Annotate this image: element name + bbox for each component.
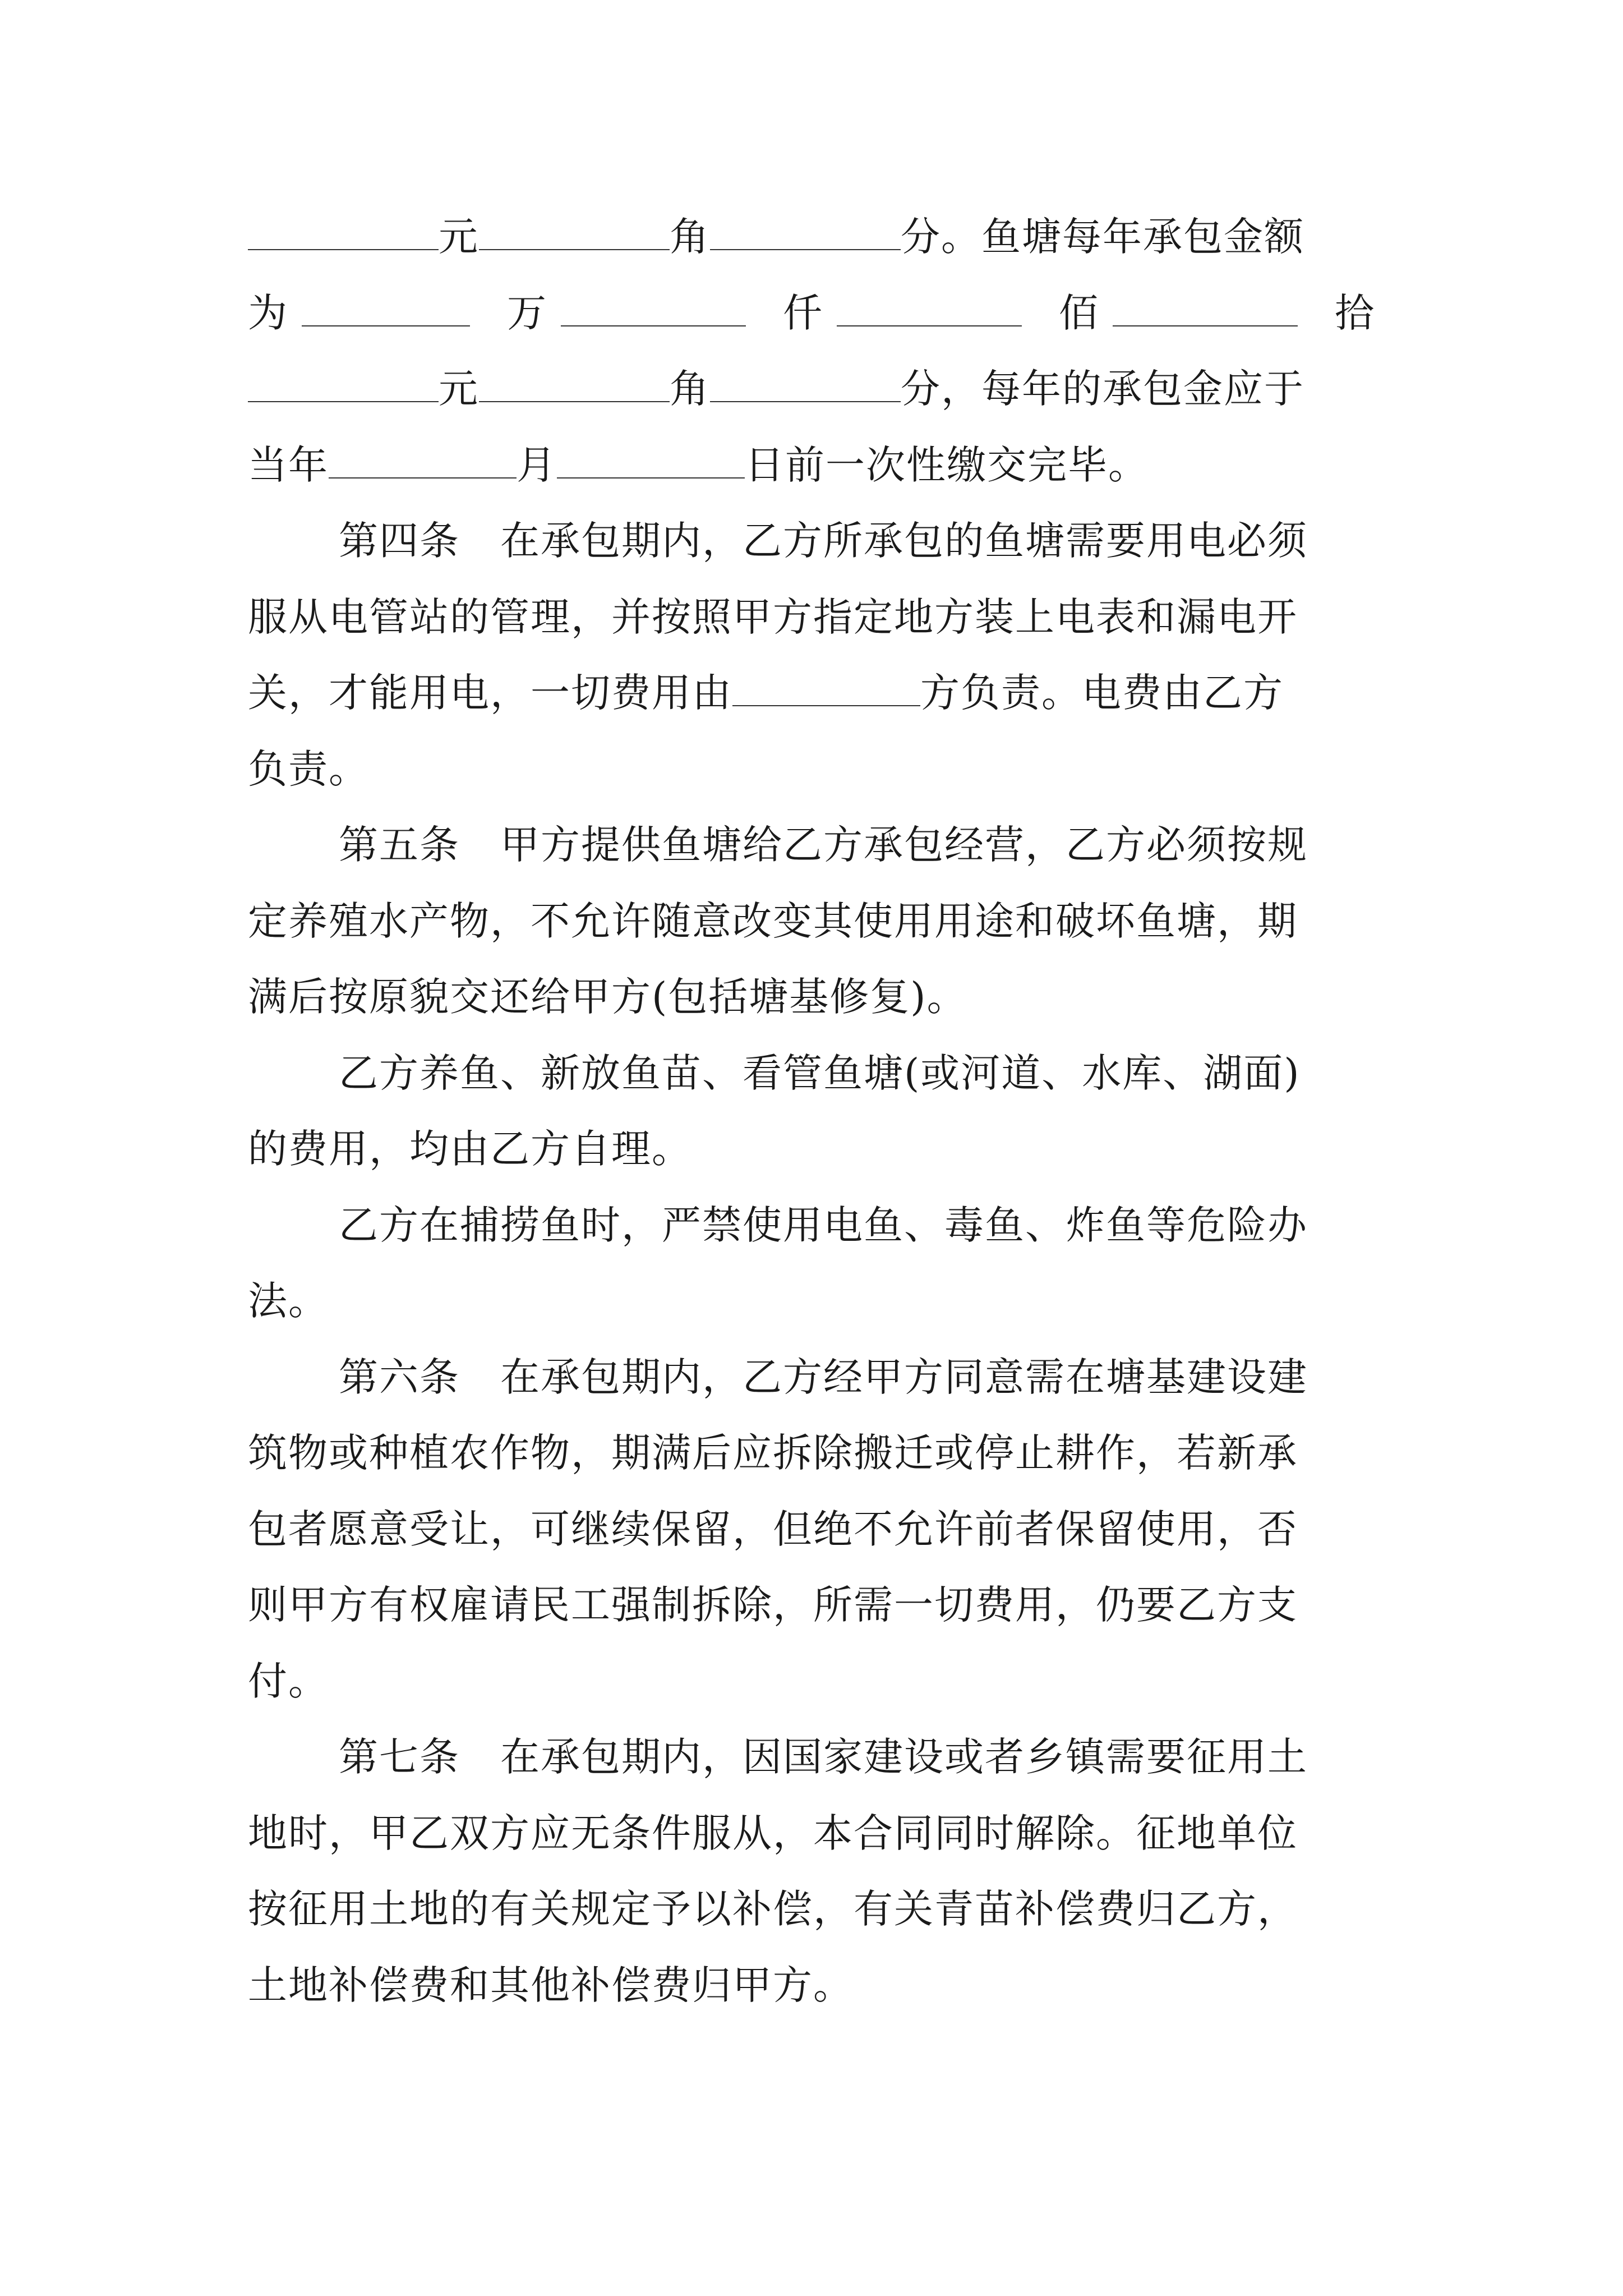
unit-shi: 拾	[1335, 289, 1375, 336]
unit-yue: 月	[517, 441, 557, 488]
article-4-line-1: 第四条 在承包期内，乙方所承包的鱼塘需要用电必须	[339, 518, 1308, 564]
blank-field	[248, 370, 439, 402]
article-6-line-3: 包者愿意受让，可继续保留，但绝不允许前者保留使用，否	[248, 1506, 1298, 1552]
article-6-line-5: 付。	[248, 1658, 329, 1704]
unit-qian: 仟	[783, 289, 823, 336]
article-5-line-2: 定养殖水产物，不允许随意改变其使用用途和破坏鱼塘，期	[248, 898, 1298, 944]
blank-field	[329, 446, 517, 478]
unit-yuan: 元	[439, 214, 479, 260]
blank-field	[302, 294, 470, 326]
unit-fen-text: 分，每年的承包金应于	[901, 366, 1304, 412]
blank-field	[837, 294, 1022, 326]
unit-bai: 佰	[1059, 289, 1099, 336]
article-5-line-1: 第五条 甲方提供鱼塘给乙方承包经营，乙方必须按规	[339, 822, 1308, 868]
article-6-line-2: 筑物或种植农作物，期满后应拆除搬迁或停止耕作，若新承	[248, 1430, 1298, 1476]
article-4-line-2: 服从电管站的管理，并按照甲方指定地方装上电表和漏电开	[248, 593, 1298, 640]
text-ri-rest: 日前一次性缴交完毕。	[745, 441, 1149, 488]
article-4-line-4: 负责。	[248, 746, 369, 792]
article-4-line-3-after: 方负责。电费由乙方	[920, 670, 1284, 716]
fish-fees-line-1: 乙方养鱼、新放鱼苗、看管鱼塘(或河道、水库、湖面)	[339, 1050, 1301, 1096]
article-7-line-3: 按征用土地的有关规定予以补偿，有关青苗补偿费归乙方，	[248, 1886, 1298, 1932]
blank-field	[479, 370, 670, 402]
unit-wan: 万	[507, 289, 547, 336]
amount-line-3	[248, 351, 1375, 427]
document-body	[248, 199, 1375, 2023]
payment-date-line	[248, 427, 1375, 504]
article-7-line-2: 地时，甲乙双方应无条件服从，本合同同时解除。征地单位	[248, 1810, 1298, 1856]
blank-field	[732, 674, 920, 706]
unit-jiao: 角	[670, 366, 710, 412]
fish-fees-line-2: 的费用，均由乙方自理。	[248, 1126, 692, 1172]
blank-field	[561, 294, 746, 326]
fishing-ban-line-1: 乙方在捕捞鱼时，严禁使用电鱼、毒鱼、炸鱼等危险办	[339, 1202, 1308, 1248]
fishing-ban-line-2: 法。	[248, 1278, 329, 1324]
blank-field	[710, 218, 901, 250]
blank-field	[1113, 294, 1298, 326]
blank-field	[710, 370, 901, 402]
article-6-line-1: 第六条 在承包期内，乙方经甲方同意需在塘基建设建	[339, 1354, 1308, 1400]
text-dangnian: 当年	[248, 441, 329, 488]
article-7-line-4: 土地补偿费和其他补偿费归甲方。	[248, 1962, 854, 2008]
amount-line-1	[248, 199, 1375, 275]
blank-field	[557, 446, 745, 478]
unit-fen-text: 分。鱼塘每年承包金额	[901, 214, 1304, 260]
text-wei: 为	[248, 289, 288, 336]
article-4-line-3-before: 关，才能用电，一切费用由	[248, 670, 732, 716]
unit-jiao: 角	[670, 214, 710, 260]
article-7-line-1: 第七条 在承包期内，因国家建设或者乡镇需要征用土	[339, 1734, 1308, 1780]
article-4-line-3	[248, 655, 1375, 731]
blank-field	[248, 218, 439, 250]
article-6-line-4: 则甲方有权雇请民工强制拆除，所需一切费用，仍要乙方支	[248, 1582, 1298, 1628]
blank-field	[479, 218, 670, 250]
unit-yuan: 元	[439, 366, 479, 412]
article-5-line-3: 满后按原貌交还给甲方(包括塘基修复)。	[248, 974, 967, 1020]
amount-line-2	[248, 275, 1375, 352]
